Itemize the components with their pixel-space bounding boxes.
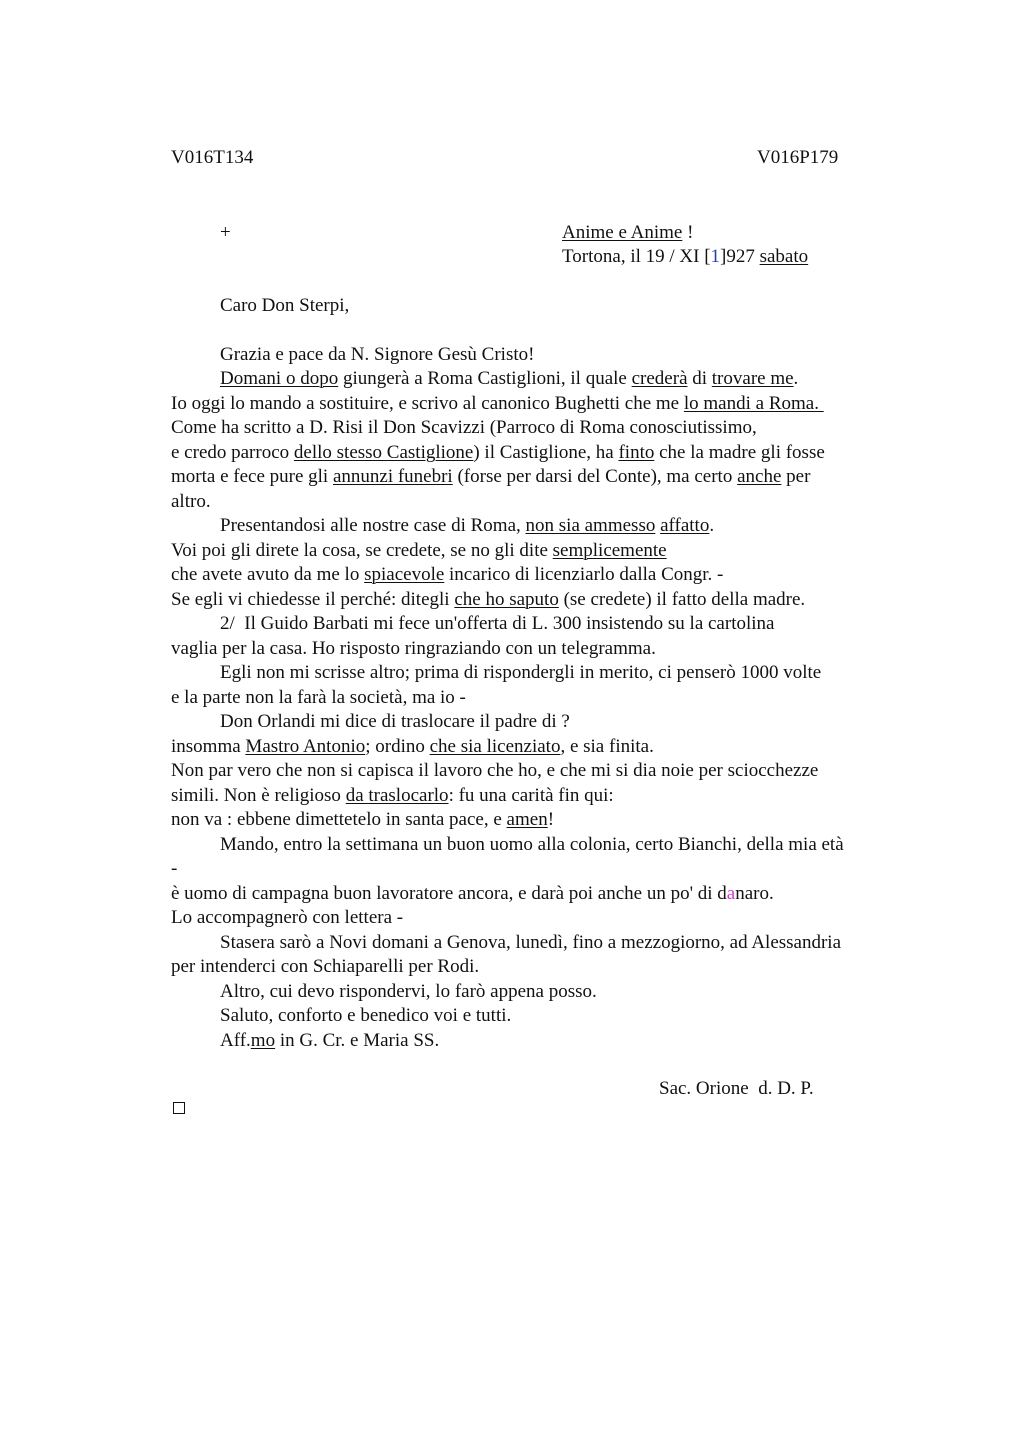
body-line-19: simili. Non è religioso da traslocarlo: fu una carità fin qui: bbox=[171, 785, 614, 806]
checkbox-icon[interactable] bbox=[173, 1102, 185, 1114]
body-line-21: Mando, entro la settimana un buon uomo alla colonia, certo Bianchi, della mia età bbox=[220, 834, 844, 855]
salutation: Caro Don Sterpi, bbox=[220, 295, 350, 316]
body-line-4: Come ha scritto a D. Risi il Don Scavizzi (Parroco di Roma conosciutissimo, bbox=[171, 417, 757, 438]
body-line-22: - bbox=[171, 858, 178, 879]
body-line-26: per intenderci con Schiaparelli per Rodi. bbox=[171, 956, 480, 977]
body-line-7: altro. bbox=[171, 491, 211, 512]
body-line-18: Non par vero che non si capisca il lavoro che ho, e che mi si dia noie per sciocchezze bbox=[171, 760, 819, 781]
body-line-2: Domani o dopo giungerà a Roma Castiglioni, il quale crederà di trovare me. bbox=[220, 368, 799, 389]
date-line bbox=[562, 245, 808, 270]
document-code-left: V016T134 bbox=[171, 147, 254, 168]
body-line-5: e credo parroco dello stesso Castiglione) il Castiglione, ha finto che la madre gli fosse bbox=[171, 442, 825, 463]
body-line-11: Se egli vi chiedesse il perché: ditegli che ho saputo (se credete) il fatto della madre. bbox=[171, 589, 806, 610]
body-line-14: Egli non mi scrisse altro; prima di rispondergli in merito, ci penserò 1000 volte bbox=[220, 662, 822, 683]
motto bbox=[562, 221, 693, 246]
motto-exclamation: ! bbox=[682, 222, 694, 243]
body-line-28: Saluto, conforto e benedico voi e tutti. bbox=[220, 1005, 512, 1026]
body-line-20: non va : ebbene dimettetelo in santa pace, e amen! bbox=[171, 809, 555, 830]
signature: Sac. Orione d. D. P. bbox=[659, 1078, 814, 1099]
body-line-8: Presentandosi alle nostre case di Roma, non sia ammesso affatto. bbox=[220, 515, 715, 536]
body-line-17: insomma Mastro Antonio; ordino che sia licenziato, e sia finita. bbox=[171, 736, 654, 757]
body-line-6: morta e fece pure gli annunzi funebri (forse per darsi del Conte), ma certo anche per bbox=[171, 466, 811, 487]
date-prefix: Tortona, il 19 / XI [ bbox=[562, 246, 711, 267]
body-line-29: Aff.mo in G. Cr. e Maria SS. bbox=[220, 1030, 440, 1051]
body-line-25: Stasera sarò a Novi domani a Genova, lunedì, fino a mezzogiorno, ad Alessandria bbox=[220, 932, 842, 953]
body-line-27: Altro, cui devo rispondervi, lo farò appena posso. bbox=[220, 981, 597, 1002]
body-line-15: e la parte non la farà la società, ma io - bbox=[171, 687, 466, 708]
body-line-1: Grazia e pace da N. Signore Gesù Cristo! bbox=[220, 344, 535, 365]
body-line-16: Don Orlandi mi dice di traslocare il padre di ? bbox=[220, 711, 570, 732]
cross-mark: + bbox=[220, 222, 231, 243]
date-bracket-digit: 1 bbox=[710, 246, 721, 267]
body-line-10: che avete avuto da me lo spiacevole incarico di licenziarlo dalla Congr. - bbox=[171, 564, 724, 585]
motto-underlined: Anime e Anime bbox=[562, 222, 683, 243]
date-day: sabato bbox=[759, 246, 809, 267]
highlighted-letter: a bbox=[726, 883, 736, 904]
body-line-23: è uomo di campagna buon lavoratore ancora, e darà poi anche un po' di danaro. bbox=[171, 883, 774, 904]
date-year: ]927 bbox=[720, 246, 760, 267]
body-line-12: 2/ Il Guido Barbati mi fece un'offerta di L. 300 insistendo su la cartolina bbox=[220, 613, 775, 634]
body-line-24: Lo accompagnerò con lettera - bbox=[171, 907, 404, 928]
body-line-13: vaglia per la casa. Ho risposto ringraziando con un telegramma. bbox=[171, 638, 656, 659]
document-code-right: V016P179 bbox=[757, 147, 839, 168]
body-line-3: Io oggi lo mando a sostituire, e scrivo al canonico Bughetti che me lo mandi a Roma. bbox=[171, 393, 824, 414]
body-line-9: Voi poi gli direte la cosa, se credete, se no gli dite semplicemente bbox=[171, 540, 667, 561]
